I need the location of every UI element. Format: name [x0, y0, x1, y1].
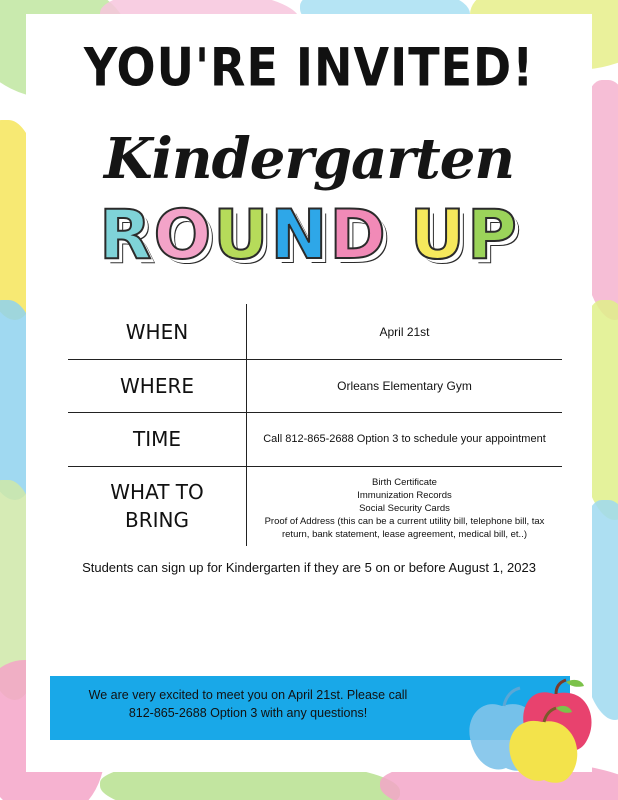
where-value: Orleans Elementary Gym [337, 379, 472, 393]
banner-line: 812-865-2688 Option 3 with any questions! [128, 706, 368, 720]
table-divider [68, 359, 562, 360]
what-to-bring-label-line: BRING [125, 508, 189, 532]
list-item: Social Security Cards [359, 503, 450, 514]
round-up-letter: D [329, 196, 388, 275]
round-up-letter [388, 196, 410, 275]
contact-banner-text [58, 686, 438, 722]
when-value: April 21st [379, 325, 430, 339]
list-item: Immunization Records [357, 490, 452, 501]
round-up-letter: U [409, 196, 468, 275]
what-to-bring-list [247, 476, 562, 541]
when-label: WHEN [125, 320, 189, 344]
invite-heading: YOU'RE INVITED! [83, 35, 535, 99]
eligibility-note: Students can sign up for Kindergarten if they are 5 on or before August 1, 2023 [82, 560, 536, 575]
list-item: Birth Certificate [372, 477, 437, 488]
round-up-letter: O [153, 196, 214, 275]
list-item: Proof of Address (this can be a current utility bill, telephone bill, tax [264, 516, 545, 527]
round-up-title [0, 196, 618, 275]
round-up-letter: R [99, 196, 154, 275]
event-details-table [68, 304, 562, 546]
what-to-bring-label [68, 478, 246, 534]
banner-line: We are very excited to meet you on April 21st. Please call [88, 688, 408, 702]
kindergarten-title: Kindergarten [103, 126, 515, 192]
apple-icon [462, 676, 612, 786]
table-divider [68, 466, 562, 467]
list-item: return, bank statement, lease agreement, medical bill, et..) [281, 529, 527, 540]
round-up-letter: N [270, 196, 330, 275]
table-divider [68, 412, 562, 413]
time-value: Call 812-865-2688 Option 3 to schedule your appointment [263, 433, 546, 445]
what-to-bring-label-line: WHAT TO [110, 480, 204, 504]
round-up-letter: U [213, 196, 271, 275]
time-label: TIME [132, 427, 181, 451]
round-up-letter: P [467, 196, 519, 275]
where-label: WHERE [120, 374, 194, 398]
